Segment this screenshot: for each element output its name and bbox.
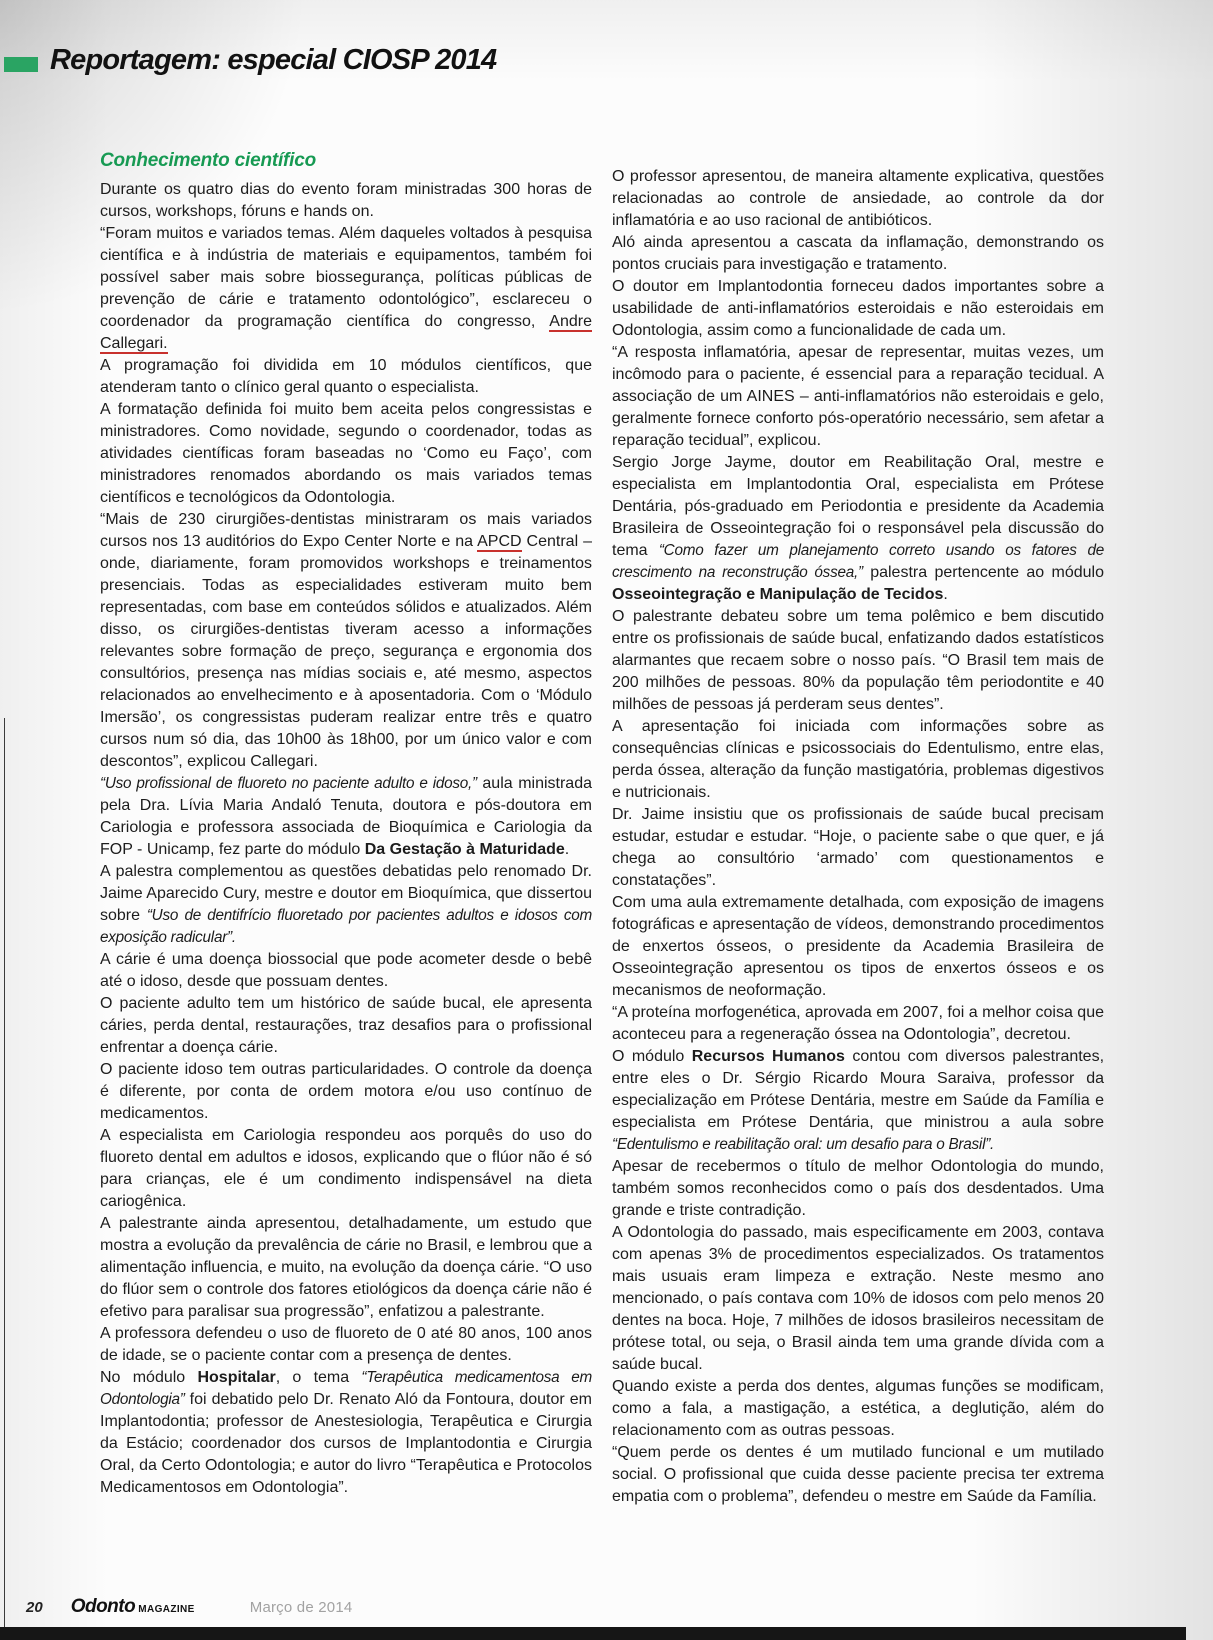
text-segment: aula ministrada pela Dra. Lívia Maria Andaló Tenuta, doutora e pós-doutora em Cariologia e professora associada de Bioquímica e Cariologia da FOP - Unicamp, fez parte do módulo bbox=[100, 775, 592, 858]
text-segment: “Uso de dentifrício fluoretado por pacientes adultos e idosos com exposição radicular”. bbox=[100, 907, 593, 946]
text-segment: A professora defendeu o uso de fluoreto de 0 até 80 anos, 100 anos de idade, se o paciente contar com a presença de dentes. bbox=[100, 1325, 592, 1364]
text-segment: O paciente adulto tem um histórico de saúde bucal, ele apresenta cáries, perda dental, restaurações, traz desafios para o profissional enfrentar a doença cárie. bbox=[100, 995, 592, 1056]
paragraph bbox=[612, 1002, 1104, 1046]
text-segment: A cárie é uma doença biossocial que pode acometer desde o bebê até o idoso, desde que possuam dentes. bbox=[100, 951, 592, 990]
text-segment: O módulo bbox=[612, 1048, 692, 1065]
text-segment: “A resposta inflamatória, apesar de representar, muitas vezes, um incômodo para o paciente, é essencial para a reparação tecidual. A associação de um AINES – anti-inflamatórios não esteroidais e gelo, geralmente fornece conforto pós-operatório necessário, sem afetar a reparação tecidual”, explicou. bbox=[612, 344, 1104, 449]
issue-date: Março de 2014 bbox=[249, 1599, 353, 1616]
text-segment: contou com diversos palestrantes, entre eles o Dr. Sérgio Ricardo Moura Saraiva, professor da especialização em Prótese Dentária, mestre em Saúde da Família e especialista em Prótese Dentária, que ministrou a aula sobre bbox=[612, 1048, 1105, 1131]
text-segment: A formatação definida foi muito bem aceita pelos congressistas e ministradores. Como novidade, segundo o coordenador, todas as atividades científicas foram baseadas no ‘Como eu Faço’, com ministradores renomados abordando os mais variados temas científicos e tecnológicos da Odontologia. bbox=[100, 401, 592, 506]
text-segment: A apresentação foi iniciada com informações sobre as consequências clínicas e psicossociais do Edentulismo, entre elas, perda óssea, alteração da função mastigatória, problemas digestivos e nutricionais. bbox=[612, 718, 1104, 801]
text-segment: . bbox=[564, 841, 570, 858]
paragraph bbox=[100, 179, 592, 223]
paragraph bbox=[612, 1442, 1104, 1508]
page-edge-rule bbox=[4, 718, 5, 1627]
text-segment: foi debatido pelo Dr. Renato Aló da Fontoura, doutor em Implantodontia; professor de Anestesiologia, Terapêutica e Cirurgia da Estácio; coordenador dos cursos de Implantodontia e Cirurgia Oral, da Certo Odontologia; e autor do livro “Terapêutica e Protocolos Medicamentosos em Odontologia”. bbox=[100, 1391, 592, 1496]
text-segment: “Edentulismo e reabilitação oral: um desafio para o Brasil”. bbox=[612, 1136, 995, 1153]
paragraph bbox=[612, 1046, 1104, 1156]
text-segment: Dr. Jaime insistiu que os profissionais de saúde bucal precisam estudar, estudar e estudar. “Hoje, o paciente sabe o que quer, e já chega ao consultório ‘armado’ com questionamentos e constatações”. bbox=[612, 806, 1104, 889]
paragraph bbox=[100, 949, 592, 993]
paragraph bbox=[612, 606, 1104, 716]
bottom-page-bar bbox=[0, 1627, 1186, 1640]
paragraph bbox=[612, 1376, 1104, 1442]
magazine-logo-name: Odonto bbox=[70, 1596, 136, 1617]
link-annotation[interactable]: Andre Callegari. bbox=[100, 313, 592, 352]
link-annotation[interactable]: APCD bbox=[477, 533, 522, 550]
text-segment: O paciente idoso tem outras particularidades. O controle da doença é diferente, por conta de ordem motora e/ou uso contínuo de medicamentos. bbox=[100, 1061, 592, 1122]
paragraph bbox=[100, 773, 592, 861]
text-segment: O professor apresentou, de maneira altamente explicativa, questões relacionadas ao controle de ansiedade, ao controle da dor inflamatória e ao uso racional de antibióticos. bbox=[612, 168, 1104, 229]
text-segment: “A proteína morfogenética, aprovada em 2007, foi a melhor coisa que aconteceu para a regeneração óssea na Odontologia”, decretou. bbox=[612, 1004, 1104, 1043]
text-segment: Com uma aula extremamente detalhada, com exposição de imagens fotográficas e apresentação de vídeos, demonstrando procedimentos de enxertos ósseos, o presidente da Academia Brasileira de Osseointegração apresentou os tipos de enxertos ósseos e os mecanismos de neoformação. bbox=[612, 894, 1104, 999]
text-segment: , o tema bbox=[275, 1369, 362, 1386]
column-left-text bbox=[100, 179, 592, 1499]
paragraph bbox=[612, 166, 1104, 232]
paragraph bbox=[612, 804, 1104, 892]
paragraph bbox=[100, 861, 592, 949]
paragraph bbox=[100, 355, 592, 399]
column-right-text bbox=[612, 166, 1104, 1508]
paragraph bbox=[100, 399, 592, 509]
page-number: 20 bbox=[26, 1599, 43, 1616]
paragraph bbox=[100, 223, 592, 355]
paragraph bbox=[612, 452, 1104, 606]
text-segment: A programação foi dividida em 10 módulos científicos, que atenderam tanto o clínico geral quanto o especialista. bbox=[100, 357, 592, 396]
text-segment: Osseointegração e Manipulação de Tecidos bbox=[612, 586, 944, 603]
paragraph bbox=[100, 1323, 592, 1367]
page-title: Reportagem: especial CIOSP 2014 bbox=[50, 44, 497, 76]
paragraph bbox=[612, 892, 1104, 1002]
text-segment: Sergio Jorge Jayme, doutor em Reabilitação Oral, mestre e especialista em Implantodontia Oral, especialista em Prótese Dentária, pós-graduado em Periodontia e presidente da Academia Brasileira de Osseointegração foi o responsável pela discussão do tema bbox=[612, 454, 1104, 559]
text-segment: Durante os quatro dias do evento foram ministradas 300 horas de cursos, workshops, fóruns e hands on. bbox=[100, 181, 592, 220]
paragraph bbox=[100, 1367, 592, 1499]
magazine-logo bbox=[71, 1596, 195, 1618]
paragraph bbox=[612, 232, 1104, 276]
text-segment: . bbox=[943, 586, 948, 603]
text-segment: Apesar de recebermos o título de melhor Odontologia do mundo, também somos reconhecidos como o país dos desdentados. Uma grande e triste contradição. bbox=[612, 1158, 1104, 1219]
text-segment: “Foram muitos e variados temas. Além daqueles voltados à pesquisa científica e à indústria de materiais e equipamentos, também foi possível saber mais sobre biossegurança, políticas públicas de prevenção de cárie e tratamento odontológico”, esclareceu o coordenador da programação científica do congresso, bbox=[100, 225, 592, 330]
text-segment: No módulo bbox=[100, 1369, 198, 1386]
paragraph bbox=[100, 509, 592, 773]
text-segment: palestra pertencente ao módulo bbox=[862, 564, 1104, 581]
paragraph bbox=[612, 342, 1104, 452]
paragraph bbox=[100, 993, 592, 1059]
paragraph bbox=[100, 1059, 592, 1125]
text-segment: Central – onde, diariamente, foram promovidos workshops e treinamentos presenciais. Todas as especialidades estiveram muito bem representadas, com base em conteúdos sólidos e atualizados. Além disso, os cirurgiões-dentistas tiveram acesso a informações relevantes sobre formação de preço, segurança e ergonomia dos consultórios, presença nas mídias sociais e, até mesmo, aspectos relacionados ao envelhecimento e à aposentadoria. Com o ‘Módulo Imersão’, os congressistas puderam realizar entre três e quatro cursos num só dia, das 10h00 às 18h00, por um único valor e com descontos”, explicou Callegari. bbox=[100, 533, 592, 770]
paragraph bbox=[612, 276, 1104, 342]
header-accent-bar bbox=[4, 57, 38, 72]
page-footer bbox=[26, 1596, 352, 1618]
text-segment: Recursos Humanos bbox=[691, 1048, 845, 1065]
text-segment: “Como fazer um planejamento correto usando os fatores de crescimento na reconstrução óssea,” bbox=[612, 542, 1105, 581]
paragraph bbox=[612, 1222, 1104, 1376]
text-segment: A especialista em Cariologia respondeu aos porquês do uso do fluoreto dental em adultos e idosos, explicando que o flúor não é só para crianças, ele é um condimento indispensável na dieta cariogênica. bbox=[100, 1127, 592, 1210]
paragraph bbox=[612, 1156, 1104, 1222]
text-segment: A palestra complementou as questões debatidas pelo renomado Dr. Jaime Aparecido Cury, mestre e doutor em Bioquímica, que dissertou sobre bbox=[100, 863, 592, 924]
section-heading: Conhecimento científico bbox=[100, 150, 317, 171]
text-segment: “Mais de 230 cirurgiões-dentistas ministraram os mais variados cursos nos 13 auditórios do Expo Center Norte e na bbox=[100, 511, 592, 550]
article-column-left bbox=[100, 150, 592, 1499]
paragraph bbox=[100, 1125, 592, 1213]
text-segment: “Quem perde os dentes é um mutilado funcional e um mutilado social. O profissional que cuida desse paciente precisa ter extrema empatia com o problema”, defendeu o mestre em Saúde da Família. bbox=[612, 1444, 1104, 1505]
text-segment: A Odontologia do passado, mais especificamente em 2003, contava com apenas 3% de procedimentos especializados. Os tratamentos mais usuais eram limpeza e extração. Neste mesmo ano mencionado, o país contava com 10% de idosos com pelo menos 20 dentes na boca. Hoje, 7 milhões de idosos brasileiros necessitam de prótese total, ou seja, o Brasil ainda tem uma grande dívida com a saúde bucal. bbox=[612, 1224, 1104, 1373]
text-segment: O palestrante debateu sobre um tema polêmico e bem discutido entre os profissionais de saúde bucal, enfatizando dados estatísticos alarmantes que recaem sobre o nosso país. “O Brasil tem mais de 200 milhões de pessoas. 80% da população têm periodontite e 40 milhões de pessoas já perderam seus dentes”. bbox=[612, 608, 1104, 713]
paragraph bbox=[612, 716, 1104, 804]
article-column-right bbox=[612, 150, 1104, 1508]
magazine-logo-suffix: MAGAZINE bbox=[138, 1604, 195, 1615]
paragraph bbox=[100, 1213, 592, 1323]
text-segment: Hospitalar bbox=[197, 1369, 276, 1386]
text-segment: “Uso profissional de fluoreto no paciente adulto e idoso,” bbox=[100, 775, 477, 792]
text-segment: “Terapêutica medicamentosa em Odontologia” bbox=[100, 1369, 593, 1408]
text-segment: Quando existe a perda dos dentes, algumas funções se modificam, como a fala, a mastigação, a estética, a deglutição, além do relacionamento com as outras pessoas. bbox=[612, 1378, 1104, 1439]
text-segment: Aló ainda apresentou a cascata da inflamação, demonstrando os pontos cruciais para investigação e tratamento. bbox=[612, 234, 1104, 273]
text-segment: O doutor em Implantodontia forneceu dados importantes sobre a usabilidade de anti-inflamatórios esteroidais e não esteroidais em Odontologia, assim como a funcionalidade de cada um. bbox=[612, 278, 1104, 339]
text-segment: A palestrante ainda apresentou, detalhadamente, um estudo que mostra a evolução da prevalência de cárie no Brasil, e lembrou que a alimentação influencia, e muito, na evolução da doença cárie. “O uso do flúor sem o controle dos fatores etiológicos da doença cárie não é efetivo para paralisar sua progressão”, enfatizou a palestrante. bbox=[100, 1215, 592, 1320]
text-segment: Da Gestação à Maturidade bbox=[364, 841, 565, 858]
